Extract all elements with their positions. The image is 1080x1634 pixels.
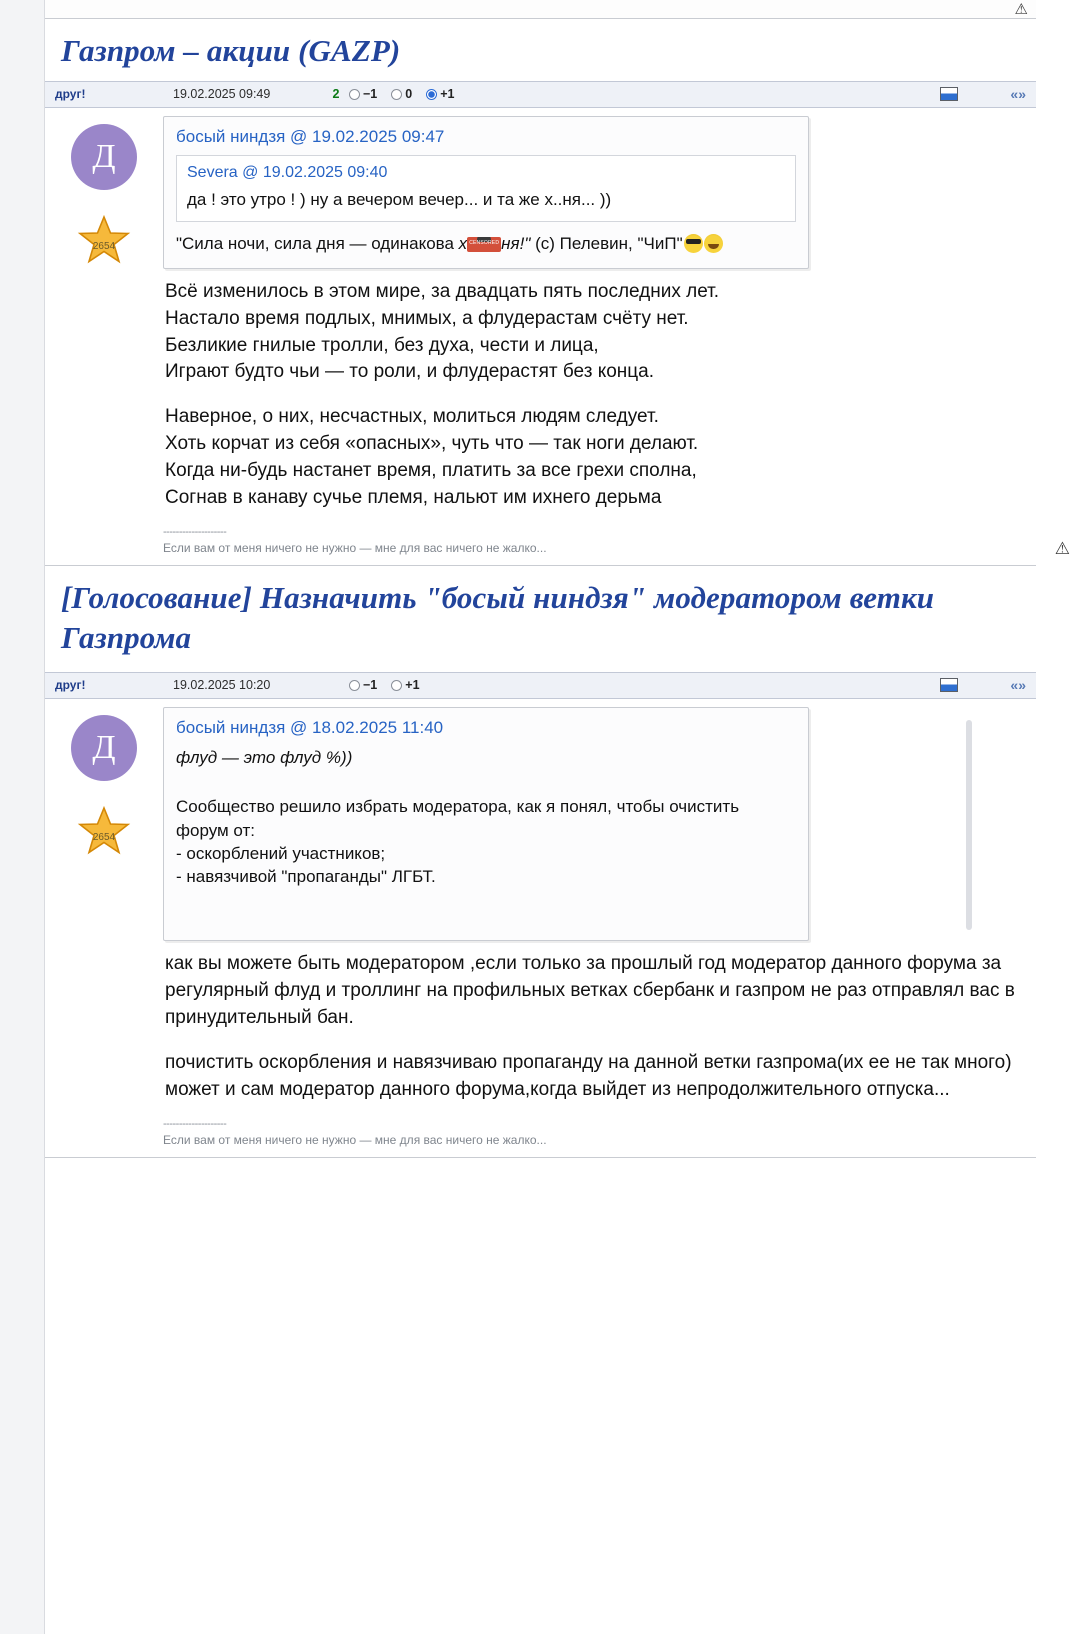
post-line-spacer (165, 386, 1022, 404)
nested-quote-text: да ! это утро ! ) ну а вечером вечер... и та же х..ня... )) (187, 189, 612, 209)
quote-text-italic2: ня!" (501, 234, 531, 254)
report-warning-icon[interactable]: ⚠ (1054, 539, 1070, 559)
topic-vote-moderator (45, 566, 1036, 1157)
signature-2 (163, 1118, 1022, 1155)
post-line: Настало время подлых, мнимых, а флудерастам счёту нет. (165, 307, 689, 329)
sunglasses-smiley-icon (684, 234, 703, 253)
avatar-column (45, 116, 163, 564)
vote-label: −1 (363, 87, 378, 102)
vote-plus-one[interactable] (391, 678, 419, 692)
quote-italic-line (176, 746, 796, 769)
post-line-spacer (165, 1032, 1022, 1050)
post-line: Наверное, о них, несчастных, молиться людям следует. (165, 406, 659, 428)
topic-gazprom (45, 19, 1070, 566)
screen-icon[interactable] (940, 678, 958, 692)
previous-post-cutoff (45, 0, 1036, 19)
censored-icon (467, 237, 501, 252)
vote-minus-one[interactable] (349, 87, 377, 101)
vote-group (349, 87, 454, 101)
signature-divider: -------------------- (163, 1117, 227, 1130)
laughing-smiley-icon (704, 234, 723, 253)
vote-zero[interactable] (391, 87, 412, 101)
quote-text (176, 232, 796, 255)
quote-line: - оскорблений участников; (176, 844, 386, 864)
post-text-2 (163, 951, 1022, 1104)
radio-icon[interactable] (349, 680, 360, 691)
quote-author-line[interactable]: босый ниндзя @ 19.02.2025 09:47 (176, 126, 445, 146)
collapse-chevrons-icon[interactable]: «» (1010, 86, 1026, 103)
meta-right-actions (940, 86, 1026, 102)
vote-label: 0 (405, 87, 413, 102)
post-meta-bar (45, 81, 1036, 108)
post-body-2 (45, 699, 1036, 1157)
nested-quote-author-line[interactable]: Severa @ 19.02.2025 09:40 (187, 163, 388, 181)
post-line: Согнав в канаву сучье племя, нальют им ихнего дерьма (165, 487, 662, 509)
quote-block (163, 707, 809, 941)
post-content-2 (163, 707, 1036, 1155)
right-rail (1036, 0, 1080, 1634)
nested-quote-block (176, 155, 796, 222)
radio-selected-icon[interactable] (426, 89, 437, 100)
post-line: Всё изменилось в этом мире, за двадцать пять последних лет. (165, 280, 720, 302)
post-line: как вы можете быть модератором ,если только за прошлый год модератор данного форума за регулярный флуд и троллинг на профильных ветках сбербанк и газпром не раз отправлял вас в принудительный бан. (165, 952, 1015, 1028)
radio-icon[interactable] (391, 89, 402, 100)
post-line: Хоть корчат из себя «опасных», чуть что — так ноги делают. (165, 433, 699, 455)
signature-text: Если вам от меня ничего не нужно — мне для вас ничего не жалко... (163, 541, 547, 556)
quote-scrollbar[interactable] (966, 720, 972, 930)
post-content (163, 116, 1070, 564)
vote-minus-one[interactable] (349, 678, 377, 692)
post-line: Когда ни-будь настанет время, платить за все грехи сполна, (165, 460, 697, 482)
radio-icon[interactable] (349, 89, 360, 100)
avatar[interactable]: Д (71, 715, 137, 781)
post-line: Безликие гнилые тролли, без духа, чести и лица, (165, 334, 599, 356)
left-rail (0, 0, 45, 1634)
post-text (163, 279, 1022, 513)
vote-plus-one[interactable] (426, 87, 454, 101)
page-title[interactable]: Газпром – акции (GAZP) (61, 33, 401, 68)
quote-block (163, 116, 809, 269)
signature-text: Если вам от меня ничего не нужно — мне для вас ничего не жалко... (163, 1132, 547, 1147)
collapse-chevrons-icon[interactable]: «» (1010, 677, 1026, 694)
signature-divider: -------------------- (163, 526, 227, 539)
vote-group (349, 678, 420, 692)
avatar-column (45, 707, 163, 1155)
avatar[interactable]: Д (71, 124, 137, 190)
page-title-2[interactable]: [Голосование] Назначить "босый ниндзя" модератором ветки Газпрома (61, 580, 935, 655)
vote-label: +1 (405, 678, 420, 693)
vote-label: −1 (363, 678, 378, 693)
post-line: почистить оскорбления и навязчиваю пропаганду на данной ветки газпрома(их ее не так много) может и сам модератор данного форума,когда выйдет из непродолжительного отпуска... (165, 1051, 1012, 1100)
quote-line: - навязчивой "пропаганды" ЛГБТ. (176, 867, 436, 887)
rank-number: 2654 (92, 831, 116, 843)
post-author[interactable]: друг! (55, 87, 86, 102)
post-reply-count: 2 (332, 87, 340, 102)
warning-triangle-icon[interactable]: ⚠ (1014, 1, 1028, 18)
radio-icon[interactable] (391, 680, 402, 691)
quote-text-tail: (с) Пелевин, "ЧиП" (530, 234, 683, 254)
content-column (45, 0, 1070, 1158)
post-line: Играют будто чьи — то роли, и флудерастят без конца. (165, 361, 655, 383)
signature (163, 526, 1022, 563)
vote-label: +1 (440, 87, 455, 102)
quote-author-line[interactable]: босый ниндзя @ 18.02.2025 11:40 (176, 717, 444, 737)
post-author[interactable]: друг! (55, 678, 86, 693)
post-datetime: 19.02.2025 10:20 (173, 678, 271, 693)
screen-icon[interactable] (940, 87, 958, 101)
rank-number: 2654 (92, 240, 116, 252)
quote-line: Сообщество решило избрать модератора, как я понял, чтобы очистить форум от: (176, 797, 740, 840)
meta-right-actions (940, 677, 1026, 693)
rank-badge (45, 805, 163, 859)
quote-text-italic: х (458, 234, 468, 254)
rank-badge (45, 214, 163, 268)
post-meta-bar-2 (45, 672, 1036, 699)
quote-italic-text: флуд — это флуд %)) (176, 747, 353, 767)
quote-text-part: "Сила ночи, сила дня — одинакова (176, 234, 459, 254)
post-body (45, 108, 1070, 566)
post-datetime: 19.02.2025 09:49 (173, 87, 271, 102)
